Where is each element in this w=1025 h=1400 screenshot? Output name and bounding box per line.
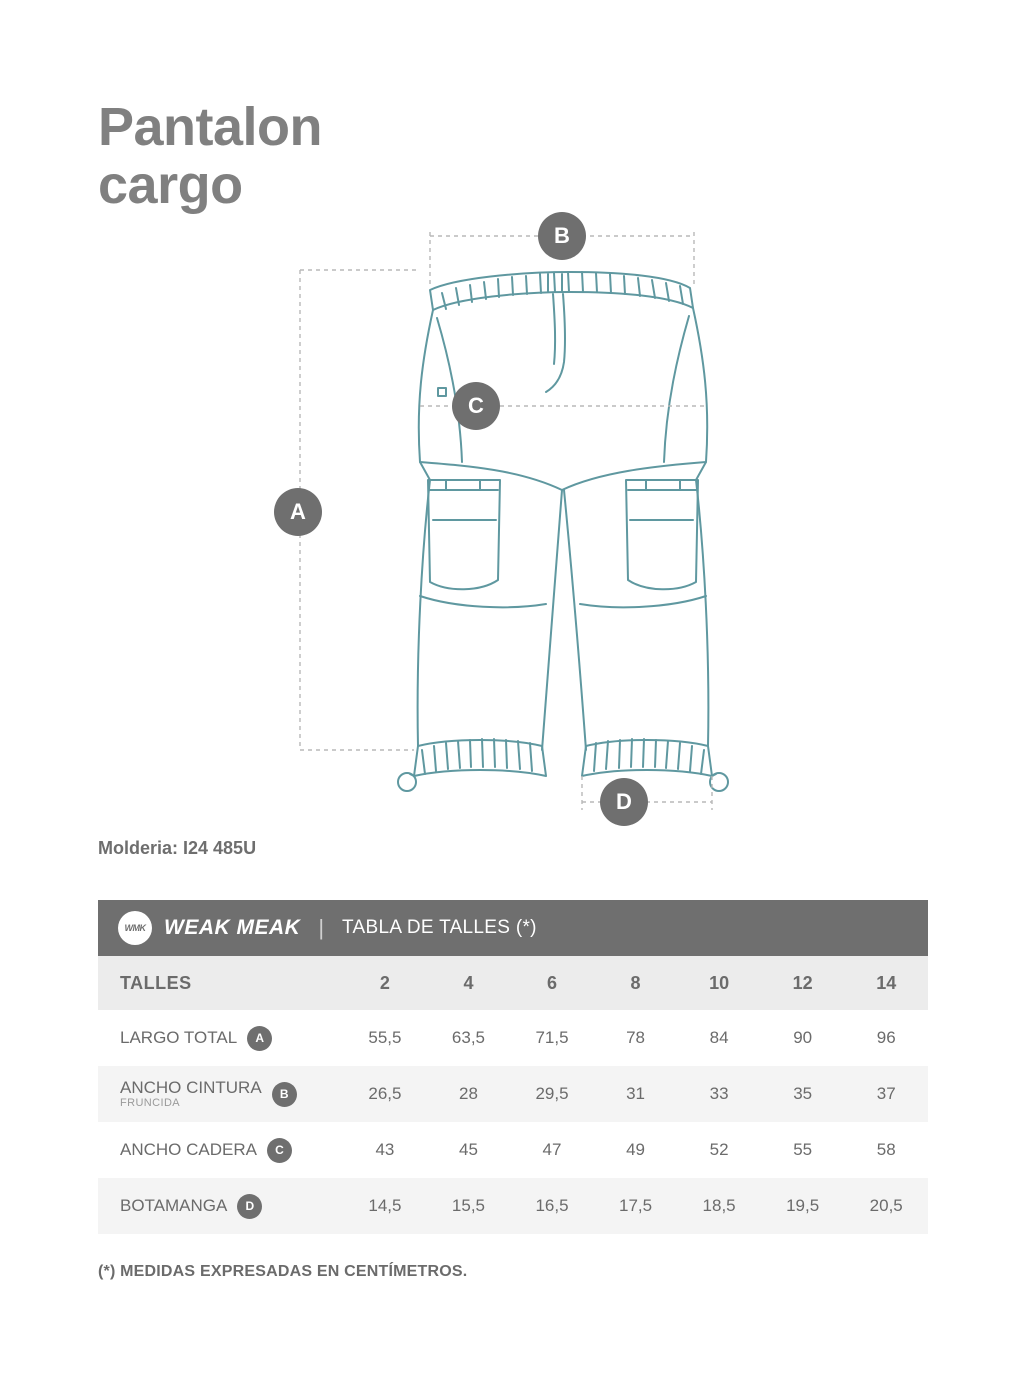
measure-badge-icon: C: [267, 1138, 292, 1163]
measure-value: 52: [677, 1122, 761, 1178]
measure-value: 19,5: [761, 1178, 845, 1234]
measure-value: 84: [677, 1010, 761, 1066]
table-row: [98, 1066, 928, 1122]
measure-value: 47: [510, 1122, 594, 1178]
measure-value: 17,5: [594, 1178, 678, 1234]
measure-badge-icon: A: [247, 1026, 272, 1051]
page-title-line-2: cargo: [98, 155, 243, 216]
size-header-cell: 10: [677, 956, 761, 1010]
measure-label: LARGO TOTAL: [120, 1028, 238, 1048]
measure-value: 71,5: [510, 1010, 594, 1066]
measure-value: 55: [761, 1122, 845, 1178]
measure-label-cell: [98, 1122, 343, 1178]
measure-value: 20,5: [844, 1178, 928, 1234]
measure-badge-icon: B: [272, 1082, 297, 1107]
measure-label-cell: [98, 1010, 343, 1066]
measure-value: 90: [761, 1010, 845, 1066]
measure-value: 33: [677, 1066, 761, 1122]
measure-value: 58: [844, 1122, 928, 1178]
table-row: [98, 1010, 928, 1066]
measure-value: 28: [427, 1066, 511, 1122]
measure-value: 96: [844, 1010, 928, 1066]
measure-label: BOTAMANGA: [120, 1196, 228, 1216]
measure-sublabel: FRUNCIDA: [120, 1097, 181, 1110]
cargo-pants-technical-drawing: [270, 190, 960, 830]
measure-value: 78: [594, 1010, 678, 1066]
size-table: [98, 900, 928, 1234]
table-header-banner: [98, 900, 928, 956]
dimension-badge-d: D: [600, 778, 648, 826]
page-title-line-1: Pantalon: [98, 97, 323, 157]
measure-value: 63,5: [427, 1010, 511, 1066]
measure-value: 16,5: [510, 1178, 594, 1234]
size-header-row: [98, 956, 928, 1010]
size-header-cell: 6: [510, 956, 594, 1010]
measure-value: 35: [761, 1066, 845, 1122]
measure-value: 18,5: [677, 1178, 761, 1234]
size-header-label: TALLES: [98, 956, 343, 1010]
brand-name: WEAK MEAK: [164, 916, 301, 939]
measure-value: 29,5: [510, 1066, 594, 1122]
dimension-badge-b: B: [538, 212, 586, 260]
measure-label-cell: [98, 1178, 343, 1234]
measure-badge-icon: D: [237, 1194, 262, 1219]
measure-value: 14,5: [343, 1178, 427, 1234]
size-header-cell: 4: [427, 956, 511, 1010]
brand-logo-icon: WMK: [118, 911, 152, 945]
dimension-badge-c: C: [452, 382, 500, 430]
measure-label-cell: [98, 1066, 343, 1122]
table-caption: TABLA DE TALLES (*): [342, 917, 537, 938]
dimension-badge-a: A: [274, 488, 322, 536]
table-row: [98, 1122, 928, 1178]
footnote: (*) MEDIDAS EXPRESADAS EN CENTÍMETROS.: [98, 1263, 468, 1280]
measure-value: 37: [844, 1066, 928, 1122]
size-header-cell: 2: [343, 956, 427, 1010]
measure-value: 31: [594, 1066, 678, 1122]
measure-label: ANCHO CADERA: [120, 1140, 257, 1160]
molderia-label: Molderia: I24 485U: [98, 838, 257, 858]
size-table-container: [98, 900, 928, 1234]
measure-value: 15,5: [427, 1178, 511, 1234]
size-header-cell: 12: [761, 956, 845, 1010]
measure-value: 43: [343, 1122, 427, 1178]
measure-value: 45: [427, 1122, 511, 1178]
brand-divider: |: [318, 915, 325, 940]
measure-value: 26,5: [343, 1066, 427, 1122]
measure-value: 55,5: [343, 1010, 427, 1066]
size-header-cell: 14: [844, 956, 928, 1010]
measure-label: ANCHO CINTURA: [120, 1078, 262, 1098]
measure-value: 49: [594, 1122, 678, 1178]
table-row: [98, 1178, 928, 1234]
table-header-row: [98, 900, 928, 956]
size-header-cell: 8: [594, 956, 678, 1010]
